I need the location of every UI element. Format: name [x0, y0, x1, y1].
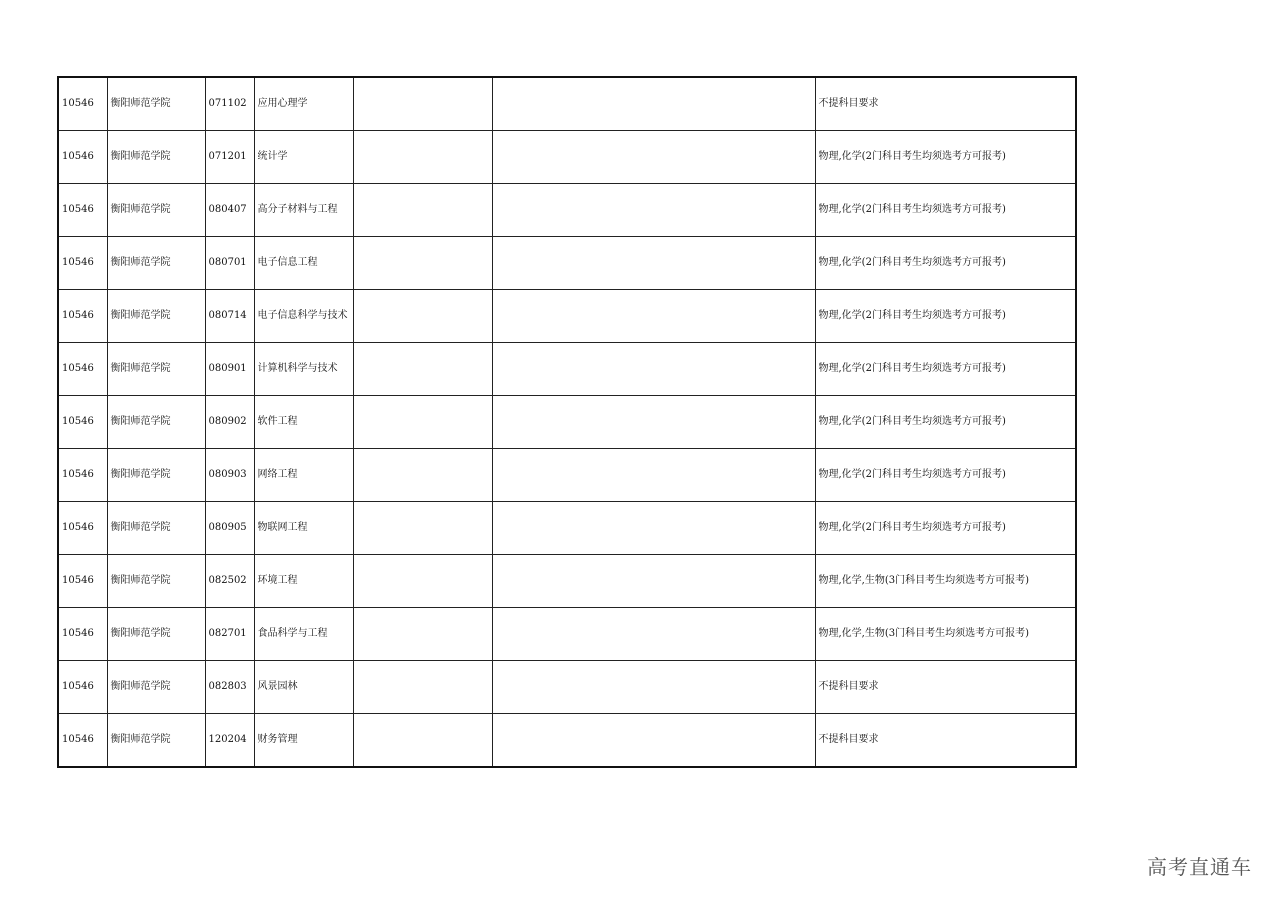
school-code-cell: 10546	[58, 449, 107, 502]
subject-requirement-cell: 物理,化学(2门科目考生均须选考方可报考)	[815, 343, 1076, 396]
blank-cell	[492, 449, 815, 502]
major-name-cell: 食品科学与工程	[254, 608, 353, 661]
table-row	[58, 449, 1076, 502]
major-code-cell: 071201	[205, 131, 254, 184]
blank-cell	[492, 396, 815, 449]
table-row	[58, 502, 1076, 555]
school-name-cell: 衡阳师范学院	[107, 343, 205, 396]
blank-cell	[353, 131, 492, 184]
subject-requirement-cell: 不提科目要求	[815, 661, 1076, 714]
blank-cell	[353, 608, 492, 661]
subject-requirement-cell: 物理,化学(2门科目考生均须选考方可报考)	[815, 237, 1076, 290]
blank-cell	[492, 714, 815, 768]
blank-cell	[492, 502, 815, 555]
blank-cell	[353, 77, 492, 131]
major-name-cell: 应用心理学	[254, 77, 353, 131]
school-name-cell: 衡阳师范学院	[107, 131, 205, 184]
major-code-cell: 080901	[205, 343, 254, 396]
blank-cell	[353, 555, 492, 608]
school-name-cell: 衡阳师范学院	[107, 449, 205, 502]
major-name-cell: 物联网工程	[254, 502, 353, 555]
major-code-cell: 120204	[205, 714, 254, 768]
subject-requirement-cell: 物理,化学(2门科目考生均须选考方可报考)	[815, 184, 1076, 237]
school-name-cell: 衡阳师范学院	[107, 714, 205, 768]
school-code-cell: 10546	[58, 184, 107, 237]
subject-requirement-table	[57, 76, 1077, 768]
subject-requirement-cell: 物理,化学(2门科目考生均须选考方可报考)	[815, 290, 1076, 343]
major-code-cell: 080407	[205, 184, 254, 237]
major-name-cell: 电子信息科学与技术	[254, 290, 353, 343]
subject-requirement-cell: 物理,化学(2门科目考生均须选考方可报考)	[815, 131, 1076, 184]
blank-cell	[492, 184, 815, 237]
blank-cell	[492, 237, 815, 290]
subject-requirement-cell: 物理,化学(2门科目考生均须选考方可报考)	[815, 502, 1076, 555]
major-code-cell: 080905	[205, 502, 254, 555]
subject-requirement-cell: 不提科目要求	[815, 714, 1076, 768]
blank-cell	[492, 661, 815, 714]
blank-cell	[353, 290, 492, 343]
school-name-cell: 衡阳师范学院	[107, 237, 205, 290]
school-code-cell: 10546	[58, 77, 107, 131]
watermark-text: 高考直通车	[1147, 855, 1252, 879]
major-name-cell: 网络工程	[254, 449, 353, 502]
table-row	[58, 608, 1076, 661]
blank-cell	[353, 502, 492, 555]
major-code-cell: 080714	[205, 290, 254, 343]
subject-requirement-cell: 物理,化学(2门科目考生均须选考方可报考)	[815, 396, 1076, 449]
school-code-cell: 10546	[58, 343, 107, 396]
subject-requirement-cell: 物理,化学(2门科目考生均须选考方可报考)	[815, 449, 1076, 502]
major-name-cell: 环境工程	[254, 555, 353, 608]
school-code-cell: 10546	[58, 237, 107, 290]
major-code-cell: 082701	[205, 608, 254, 661]
blank-cell	[353, 343, 492, 396]
subject-requirement-cell: 物理,化学,生物(3门科目考生均须选考方可报考)	[815, 555, 1076, 608]
blank-cell	[353, 184, 492, 237]
blank-cell	[353, 237, 492, 290]
major-name-cell: 高分子材料与工程	[254, 184, 353, 237]
blank-cell	[492, 290, 815, 343]
school-name-cell: 衡阳师范学院	[107, 184, 205, 237]
table-row	[58, 290, 1076, 343]
school-name-cell: 衡阳师范学院	[107, 502, 205, 555]
school-name-cell: 衡阳师范学院	[107, 77, 205, 131]
school-code-cell: 10546	[58, 555, 107, 608]
blank-cell	[353, 449, 492, 502]
major-name-cell: 电子信息工程	[254, 237, 353, 290]
school-code-cell: 10546	[58, 502, 107, 555]
table-row	[58, 131, 1076, 184]
table-row	[58, 237, 1076, 290]
major-code-cell: 080902	[205, 396, 254, 449]
blank-cell	[492, 555, 815, 608]
subject-requirement-cell: 不提科目要求	[815, 77, 1076, 131]
major-name-cell: 软件工程	[254, 396, 353, 449]
school-code-cell: 10546	[58, 290, 107, 343]
table-row	[58, 661, 1076, 714]
blank-cell	[353, 714, 492, 768]
blank-cell	[492, 608, 815, 661]
table-body	[58, 77, 1076, 767]
school-name-cell: 衡阳师范学院	[107, 608, 205, 661]
blank-cell	[353, 661, 492, 714]
major-name-cell: 统计学	[254, 131, 353, 184]
blank-cell	[492, 131, 815, 184]
school-code-cell: 10546	[58, 714, 107, 768]
major-code-cell: 082803	[205, 661, 254, 714]
school-name-cell: 衡阳师范学院	[107, 290, 205, 343]
school-name-cell: 衡阳师范学院	[107, 396, 205, 449]
school-name-cell: 衡阳师范学院	[107, 555, 205, 608]
school-code-cell: 10546	[58, 131, 107, 184]
major-name-cell: 计算机科学与技术	[254, 343, 353, 396]
major-name-cell: 财务管理	[254, 714, 353, 768]
major-code-cell: 071102	[205, 77, 254, 131]
blank-cell	[492, 343, 815, 396]
major-code-cell: 082502	[205, 555, 254, 608]
school-code-cell: 10546	[58, 608, 107, 661]
major-code-cell: 080701	[205, 237, 254, 290]
table-row	[58, 77, 1076, 131]
table-row	[58, 396, 1076, 449]
table-row	[58, 555, 1076, 608]
blank-cell	[492, 77, 815, 131]
major-code-cell: 080903	[205, 449, 254, 502]
school-code-cell: 10546	[58, 396, 107, 449]
table-row	[58, 343, 1076, 396]
major-name-cell: 风景园林	[254, 661, 353, 714]
table-row	[58, 184, 1076, 237]
blank-cell	[353, 396, 492, 449]
subject-requirement-cell: 物理,化学,生物(3门科目考生均须选考方可报考)	[815, 608, 1076, 661]
school-code-cell: 10546	[58, 661, 107, 714]
school-name-cell: 衡阳师范学院	[107, 661, 205, 714]
table-row	[58, 714, 1076, 768]
